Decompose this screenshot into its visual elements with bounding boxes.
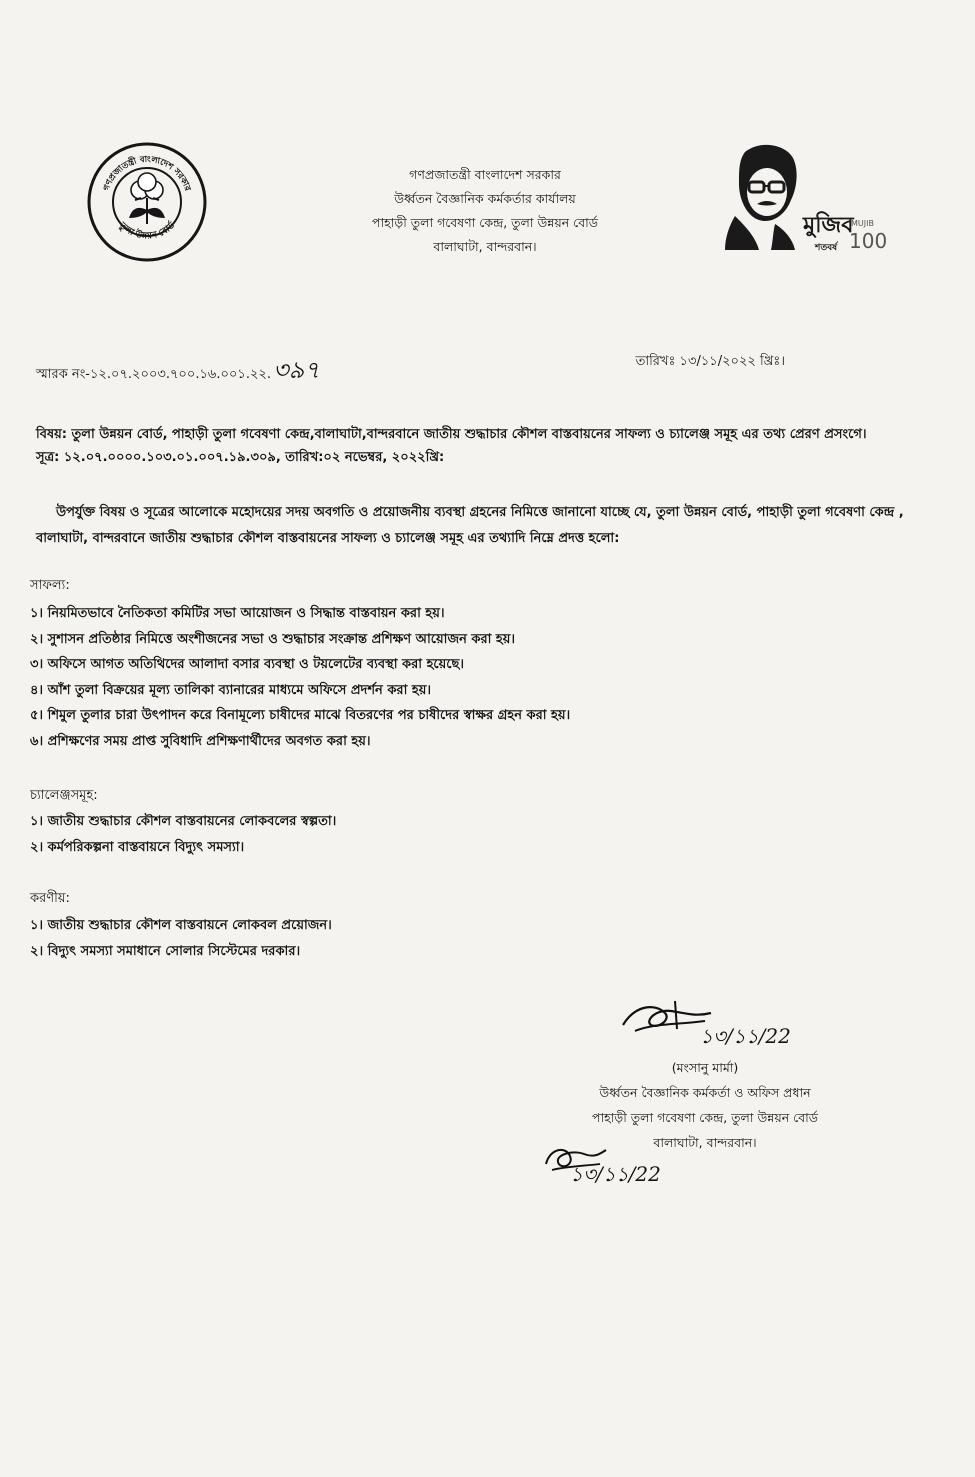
letterhead-line-center: পাহাড়ী তুলা গবেষণা কেন্দ্র, তুলা উন্নয়ন বোর্ড — [372, 215, 598, 230]
signature-handwritten-date: ১৩/১১/22 — [700, 1024, 791, 1048]
list-item: ৩। অফিসে আগত অতিথিদের আলাদা বসার ব্যবস্থা ও টয়লেটের ব্যবস্থা করা হয়েছে। — [30, 657, 465, 672]
list-item: ২। সুশাসন প্রতিষ্ঠার নিমিত্তে অংশীজনের সভা ও শুদ্ধাচার সংক্রান্ত প্রশিক্ষণ আয়োজন করা হয়। — [30, 631, 516, 647]
challenges-title: চ্যালেঞ্জসমূহ: — [30, 788, 98, 803]
body-paragraph: উপর্যুক্ত বিষয় ও সূত্রের আলোকে মহোদয়ের সদয় অবগতি ও প্রয়োজনীয় ব্যবস্থা গ্রহনের নিমিত্তে জানানো যাচ্ছে যে, তুলা উন্নয়ন বোর্ড, পাহাড়ী তুলা গবেষণা কেন্দ্র , বালাঘাটা, বান্দরবানে জাতীয় শুদ্ধাচার কৌশল বাস্তবায়নের সাফল্য ও চ্যালেঞ্জ সমূহ এর তথ্যাদি নিম্নে প্রদত্ত হলো: — [36, 505, 904, 546]
subject-line: বিষয়: তুলা উন্নয়ন বোর্ড, পাহাড়ী তুলা গবেষণা কেন্দ্র,বালাঘাটা,বান্দরবানে জাতীয় শুদ্ধাচার কৌশল বাস্তবায়নের সাফল্য ও চ্যালেঞ্জ সমূহ এর তথ্য প্রেরণ প্রসংগে। — [36, 427, 867, 442]
mujib-logo-number: 100 — [849, 229, 888, 253]
list-item: ১। জাতীয় শুদ্ধাচার কৌশল বাস্তবায়নে লোকবল প্রয়োজন। — [30, 918, 332, 933]
letterhead-line-address: বালাঘাটা, বান্দরবান। — [433, 239, 537, 254]
list-item: ২। কর্মপরিকল্পনা বাস্তবায়নে বিদ্যুৎ সমস্যা। — [30, 839, 245, 855]
successes-title: সাফল্য: — [30, 578, 70, 593]
list-item: ১। নিয়মিতভাবে নৈতিকতা কমিটির সভা আয়োজন ও সিদ্ধান্ত বাস্তবায়ন করা হয়। — [30, 606, 445, 621]
letterhead-line-office: উর্ধ্বতন বৈজ্ঞানিক কর্মকর্তার কার্যালয় — [394, 191, 576, 206]
list-item: ২। বিদ্যুৎ সমস্যা সমাধানে সোলার সিস্টেমের দরকার। — [30, 943, 301, 959]
list-item: ৪। আঁশ তুলা বিক্রয়ের মূল্য তালিকা ব্যানারের মাধ্যমে অফিসে প্রদর্শন করা হয়। — [30, 682, 432, 698]
letterhead — [300, 163, 670, 259]
cotton-boll-icon — [129, 173, 165, 224]
list-item: ৫। শিমুল তুলার চারা উৎপাদন করে বিনামূল্যে চাষীদের মাঝে বিতরণের পর চাষীদের স্বাক্ষর গ্রহন করা হয়। — [30, 708, 571, 723]
mujib-logo-text: মুজিব — [803, 213, 854, 238]
cotton-board-seal-logo — [85, 140, 210, 265]
signatory-designation: উর্ধ্বতন বৈজ্ঞানিক কর্মকর্তা ও অফিস প্রধান — [599, 1085, 811, 1100]
challenges-list — [30, 809, 336, 860]
successes-list — [30, 601, 570, 754]
letterhead-line-govt: গণপ্রজাতন্ত্রী বাংলাদেশ সরকার — [409, 167, 561, 182]
mujib-logo-latin: MUJIB — [851, 219, 874, 228]
mujib-100-logo — [715, 140, 888, 255]
reference-line: সূত্র: ১২.০৭.০০০০.১০৩.০১.০০৭.১৯.৩০৯, তারিখ:০২ নভেম্বর, ২০২২খ্রি: — [36, 450, 445, 465]
list-item: ৬। প্রশিক্ষণের সময় প্রাপ্ত সুবিধাদি প্রশিক্ষণার্থীদের অবগত করা হয়। — [30, 733, 371, 749]
mujib-logo-subtext: শতবর্ষ — [815, 243, 838, 253]
signatory-address: বালাঘাটা, বান্দরবান। — [653, 1135, 757, 1150]
memo-reference — [36, 352, 320, 392]
signatory-office: পাহাড়ী তুলা গবেষণা কেন্দ্র, তুলা উন্নয়ন বোর্ড — [592, 1110, 818, 1125]
memo-ref-label: স্মারক নং-১২.০৭.২০০৩.৭০০.১৬.০০১.২২. — [36, 367, 271, 382]
todo-title: করণীয়: — [30, 891, 70, 906]
seal-text-bottom: তুলা উন্নয়ন বোর্ড — [116, 220, 178, 242]
todo-list — [30, 913, 332, 964]
memo-date: তারিখঃ ১৩/১১/২০২২ খ্রিঃ। — [635, 354, 785, 369]
signatory-name: (মংসানু মার্মা) — [671, 1060, 739, 1075]
memo-ref-handwritten: ৩৯৭ — [273, 356, 320, 384]
portrait-icon — [725, 145, 797, 250]
list-item: ১। জাতীয় শুদ্ধাচার কৌশল বাস্তবায়নের লোকবলের স্বল্পতা। — [30, 814, 337, 829]
seal-text-top: গণপ্রজাতন্ত্রী বাংলাদেশ সরকার — [101, 154, 193, 193]
initial-handwritten-date: ১৩/১১/22 — [570, 1162, 661, 1186]
